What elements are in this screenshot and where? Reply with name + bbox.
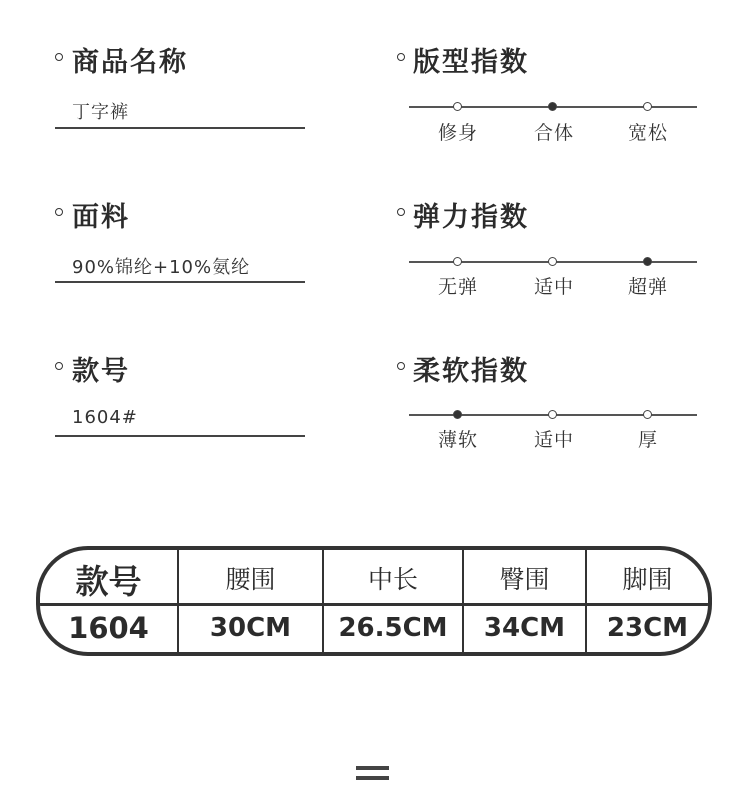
table-header: 腰围 (225, 565, 276, 594)
tick-label: 合体 (533, 122, 575, 144)
table-header: 款号 (75, 562, 142, 601)
table-header: 臀围 (499, 565, 550, 594)
table-cell: 30CM (209, 613, 292, 643)
size-table (36, 546, 712, 656)
scale-dot-selected (453, 410, 462, 419)
field-value: 1604# (72, 407, 138, 428)
field-label: 款号 (72, 356, 130, 387)
field-label: 面料 (72, 202, 130, 233)
tick-label: 无弹 (437, 276, 479, 298)
tick-label: 适中 (533, 276, 575, 298)
tick-label: 超弹 (627, 276, 669, 298)
field-label: 商品名称 (72, 47, 188, 78)
bullet-icon (397, 53, 405, 61)
tick-label: 宽松 (627, 122, 669, 144)
scale-dot-selected (548, 102, 557, 111)
scale-dot (548, 410, 557, 419)
field-value: 丁字裤 (72, 102, 129, 123)
table-cell: 34CM (483, 613, 566, 643)
field-value: 90%锦纶+10%氨纶 (72, 257, 251, 278)
bullet-icon (55, 208, 63, 216)
scale-dot (643, 102, 652, 111)
table-header: 脚围 (622, 565, 673, 594)
index-label: 柔软指数 (413, 356, 529, 387)
tick-label: 薄软 (437, 429, 479, 451)
table-cell: 26.5CM (338, 613, 448, 643)
field-underline (55, 435, 305, 437)
scale-dot (453, 102, 462, 111)
index-label: 弹力指数 (413, 202, 529, 233)
table-divider (40, 603, 708, 606)
scale-dot (453, 257, 462, 266)
tick-label: 适中 (533, 429, 575, 451)
bullet-icon (397, 362, 405, 370)
index-label: 版型指数 (413, 47, 529, 78)
equals-icon (356, 766, 389, 786)
scale-dot-selected (643, 257, 652, 266)
field-underline (55, 127, 305, 129)
table-cell: 23CM (606, 613, 689, 643)
bullet-icon (55, 53, 63, 61)
tick-label: 修身 (437, 122, 479, 144)
scale-dot (643, 410, 652, 419)
scale-dot (548, 257, 557, 266)
table-cell: 1604 (68, 611, 149, 645)
bullet-icon (55, 362, 63, 370)
bullet-icon (397, 208, 405, 216)
tick-label: 厚 (637, 429, 659, 451)
table-header: 中长 (367, 565, 418, 594)
field-underline (55, 281, 305, 283)
